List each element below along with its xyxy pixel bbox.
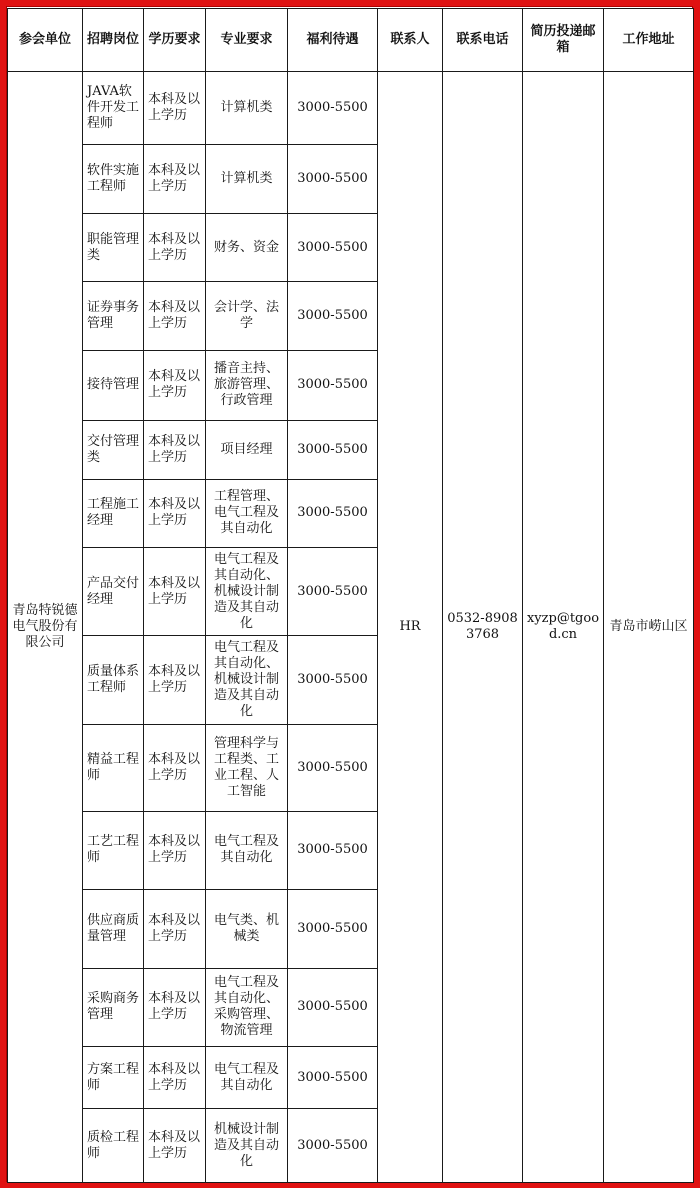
- major-cell: 电气工程及其自动化: [206, 811, 288, 889]
- header-phone: 联系电话: [443, 9, 523, 72]
- position-cell: 供应商质量管理: [83, 890, 144, 968]
- position-cell: 方案工程师: [83, 1047, 144, 1109]
- education-cell: 本科及以上学历: [144, 421, 206, 479]
- major-cell: 电气工程及其自动化、机械设计制造及其自动化: [206, 636, 288, 725]
- salary-cell: 3000-5500: [288, 1047, 378, 1109]
- position-cell: 质检工程师: [83, 1109, 144, 1183]
- major-cell: 计算机类: [206, 145, 288, 213]
- major-cell: 机械设计制造及其自动化: [206, 1109, 288, 1183]
- major-cell: 电气工程及其自动化: [206, 1047, 288, 1109]
- position-cell: 证券事务管理: [83, 282, 144, 350]
- position-cell: JAVA软件开发工程师: [83, 72, 144, 145]
- major-cell: 电气类、机械类: [206, 890, 288, 968]
- phone-cell: 0532-89083768: [443, 72, 523, 1183]
- major-cell: 管理科学与工程类、工业工程、人工智能: [206, 725, 288, 812]
- education-cell: 本科及以上学历: [144, 282, 206, 350]
- header-location: 工作地址: [604, 9, 694, 72]
- education-cell: 本科及以上学历: [144, 213, 206, 281]
- salary-cell: 3000-5500: [288, 350, 378, 420]
- header-education: 学历要求: [144, 9, 206, 72]
- salary-cell: 3000-5500: [288, 811, 378, 889]
- education-cell: 本科及以上学历: [144, 72, 206, 145]
- header-company: 参会单位: [8, 9, 83, 72]
- position-cell: 质量体系工程师: [83, 636, 144, 725]
- position-cell: 采购商务管理: [83, 968, 144, 1046]
- header-row: [8, 9, 694, 72]
- position-cell: 职能管理类: [83, 213, 144, 281]
- education-cell: 本科及以上学历: [144, 636, 206, 725]
- major-cell: 播音主持、旅游管理、行政管理: [206, 350, 288, 420]
- education-cell: 本科及以上学历: [144, 479, 206, 547]
- header-contact: 联系人: [378, 9, 443, 72]
- email-cell[interactable]: xyzp@tgood.cn: [523, 72, 604, 1183]
- position-cell: 产品交付经理: [83, 547, 144, 636]
- education-cell: 本科及以上学历: [144, 811, 206, 889]
- salary-cell: 3000-5500: [288, 1109, 378, 1183]
- header-salary: 福利待遇: [288, 9, 378, 72]
- major-cell: 电气工程及其自动化、采购管理、物流管理: [206, 968, 288, 1046]
- position-cell: 接待管理: [83, 350, 144, 420]
- education-cell: 本科及以上学历: [144, 350, 206, 420]
- position-cell: 交付管理类: [83, 421, 144, 479]
- salary-cell: 3000-5500: [288, 968, 378, 1046]
- table-row: [8, 72, 694, 145]
- contact-cell: HR: [378, 72, 443, 1183]
- header-email: 简历投递邮箱: [523, 9, 604, 72]
- major-cell: 财务、资金: [206, 213, 288, 281]
- location-cell: 青岛市崂山区: [604, 72, 694, 1183]
- major-cell: 会计学、法学: [206, 282, 288, 350]
- position-cell: 工艺工程师: [83, 811, 144, 889]
- education-cell: 本科及以上学历: [144, 1109, 206, 1183]
- salary-cell: 3000-5500: [288, 213, 378, 281]
- salary-cell: 3000-5500: [288, 636, 378, 725]
- recruitment-table: [7, 8, 694, 1183]
- salary-cell: 3000-5500: [288, 479, 378, 547]
- salary-cell: 3000-5500: [288, 72, 378, 145]
- position-cell: 软件实施工程师: [83, 145, 144, 213]
- education-cell: 本科及以上学历: [144, 725, 206, 812]
- header-major: 专业要求: [206, 9, 288, 72]
- table-body: [8, 72, 694, 1183]
- education-cell: 本科及以上学历: [144, 145, 206, 213]
- salary-cell: 3000-5500: [288, 282, 378, 350]
- major-cell: 项目经理: [206, 421, 288, 479]
- company-name-cell: 青岛特锐德电气股份有限公司: [8, 72, 83, 1183]
- position-cell: 工程施工经理: [83, 479, 144, 547]
- education-cell: 本科及以上学历: [144, 968, 206, 1046]
- salary-cell: 3000-5500: [288, 725, 378, 812]
- major-cell: 计算机类: [206, 72, 288, 145]
- major-cell: 工程管理、电气工程及其自动化: [206, 479, 288, 547]
- salary-cell: 3000-5500: [288, 547, 378, 636]
- salary-cell: 3000-5500: [288, 890, 378, 968]
- major-cell: 电气工程及其自动化、机械设计制造及其自动化: [206, 547, 288, 636]
- header-position: 招聘岗位: [83, 9, 144, 72]
- education-cell: 本科及以上学历: [144, 547, 206, 636]
- education-cell: 本科及以上学历: [144, 1047, 206, 1109]
- salary-cell: 3000-5500: [288, 421, 378, 479]
- position-cell: 精益工程师: [83, 725, 144, 812]
- education-cell: 本科及以上学历: [144, 890, 206, 968]
- salary-cell: 3000-5500: [288, 145, 378, 213]
